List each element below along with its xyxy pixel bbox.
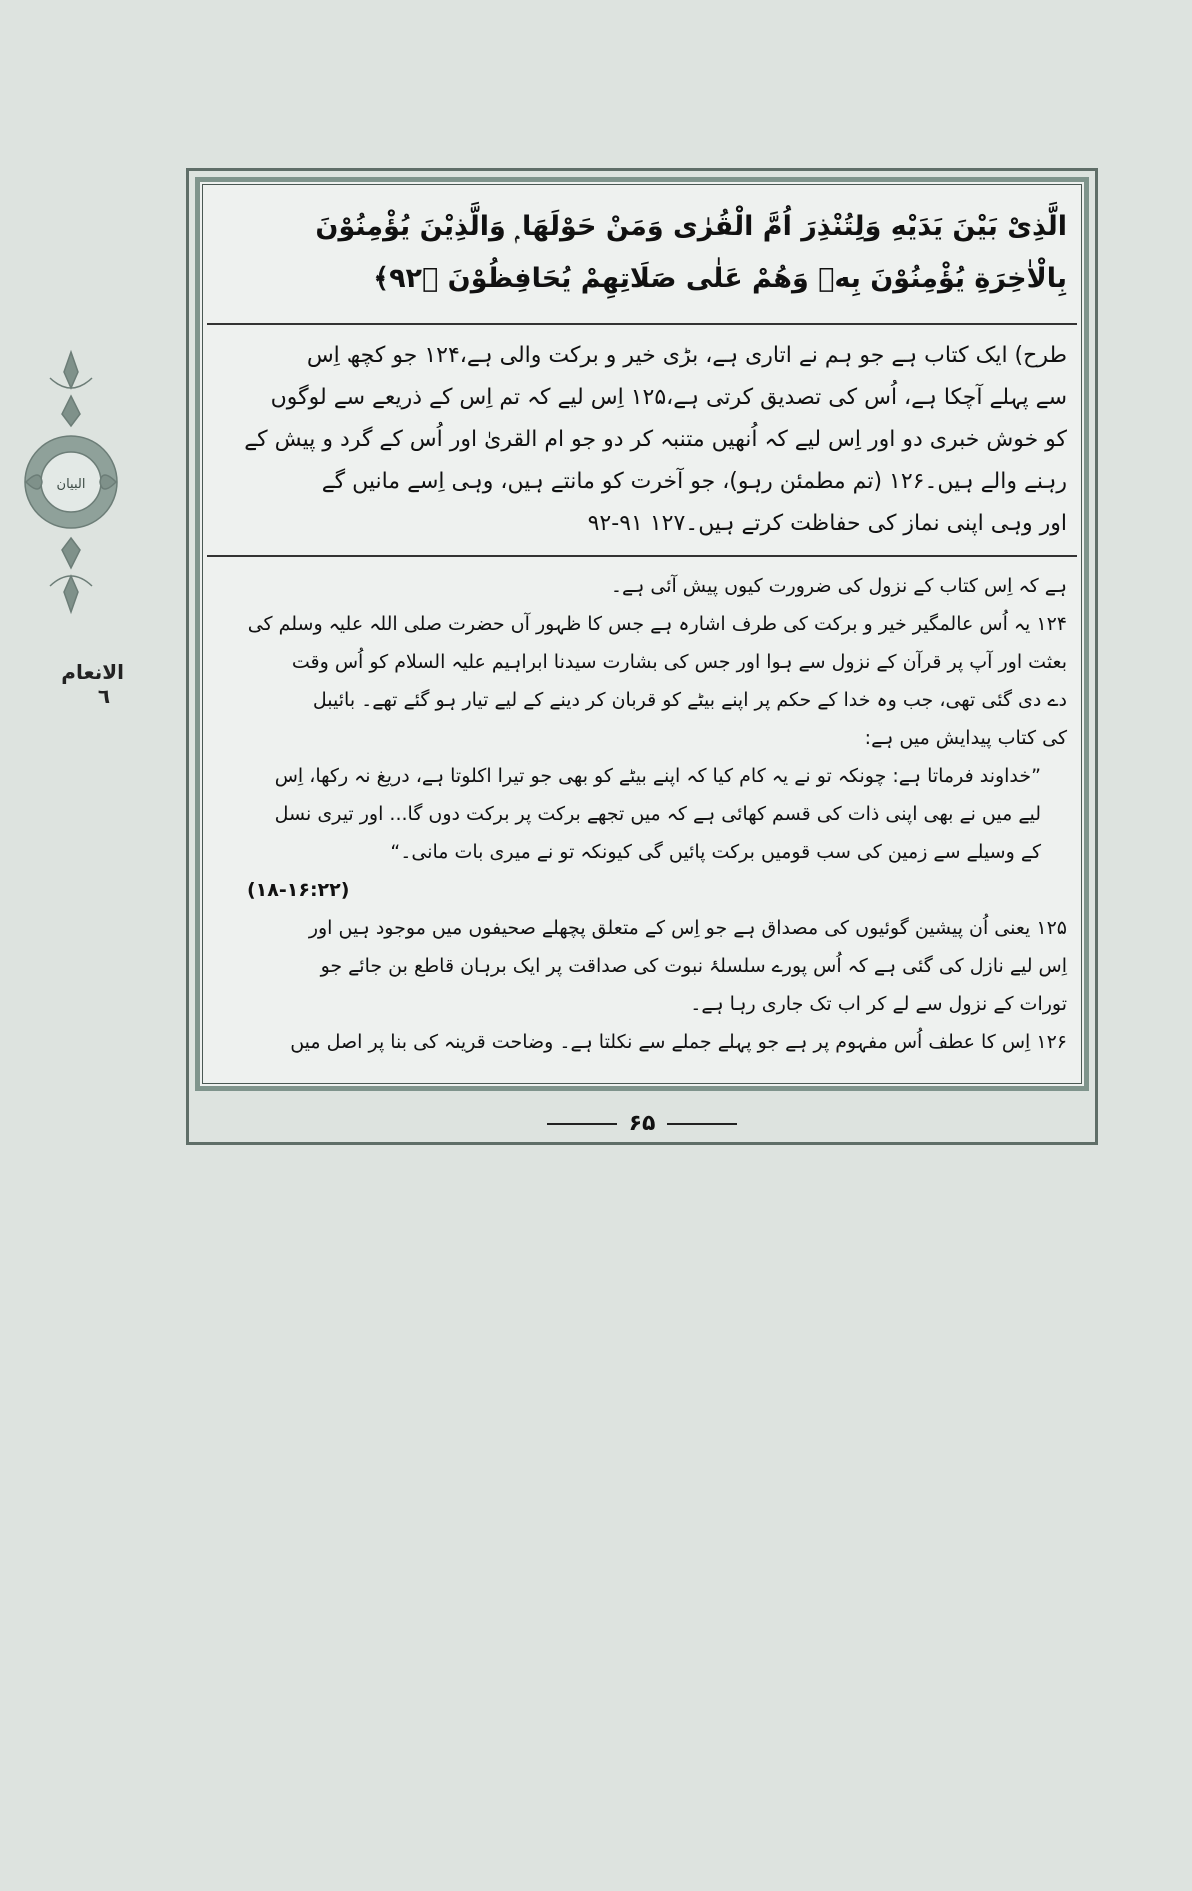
translation-line: رہنے والے ہیں۔۱۲۶ (تم مطمئن رہو)، جو آخرت کو مانتے ہیں، وہی اِسے مانیں گے xyxy=(321,469,1067,494)
page-frame-outer xyxy=(186,168,1098,1145)
footnote-line: اِس لیے نازل کی گئی ہے کہ اُس پورے سلسلۂ نبوت کی صداقت پر ایک برہان قاطع بن جائے جو xyxy=(320,955,1067,977)
surah-marker xyxy=(61,660,124,708)
page-number-rule xyxy=(547,1123,617,1125)
page-frame xyxy=(195,177,1089,1091)
translation-line: سے پہلے آچکا ہے، اُس کی تصدیق کرتی ہے،۱۲۵ اِس لیے کہ تم اِس کے ذریعے سے لوگوں xyxy=(270,385,1067,410)
divider xyxy=(207,555,1077,557)
footnote-line: کی کتاب پیدایش میں ہے: xyxy=(864,727,1067,749)
page-content xyxy=(202,184,1082,1084)
ayah-line: الَّذِیْ بَیْنَ یَدَیْهِ وَلِتُنْذِرَ اُمَّ الْقُرٰی وَمَنْ حَوْلَهَا ۭ وَالَّذِیْنَ یُؤْمِنُوْنَ xyxy=(315,211,1067,242)
page-number-rule xyxy=(667,1123,737,1125)
footnote-line: ۱۲۵ یعنی اُن پیشین گوئیوں کی مصداق ہے جو اِس کے متعلق پچھلے صحیفوں میں موجود ہیں اور xyxy=(308,917,1067,939)
surah-number: ٦ xyxy=(97,684,111,708)
footnote-line: ۱۲۴ یہ اُس عالمگیر خیر و برکت کی طرف اشارہ ہے جس کا ظہور آں حضرت صلی اللہ علیہ وسلم کی xyxy=(247,613,1067,635)
page-number-text: ۶۵ xyxy=(628,1111,656,1136)
bible-quote xyxy=(243,757,1041,871)
translation-line: اور وہی اپنی نماز کی حفاظت کرتے ہیں۔۱۲۷ ۹۱-۹۲ xyxy=(587,511,1067,536)
translation-line: طرح) ایک کتاب ہے جو ہم نے اتاری ہے، بڑی خیر و برکت والی ہے،۱۲۴ جو کچھ اِس xyxy=(306,343,1067,368)
quote-line: ”خداوند فرماتا ہے: چونکہ تو نے یہ کام کیا کہ اپنے بیٹے کو بھی جو تیرا اکلوتا ہے، دریغ نہ رکھا، اِس xyxy=(274,765,1041,787)
footnotes-block xyxy=(217,567,1067,1061)
translation-line: کو خوش خبری دو اور اِس لیے کہ اُنھیں متنبہ کر دو جو ام القریٰ اور اُس کے گرد و پیش کے xyxy=(244,427,1067,452)
ayah-block xyxy=(217,193,1067,313)
quote-line: کے وسیلے سے زمین کی سب قومیں برکت پائیں گی کیونکہ تو نے میری بات مانی۔“ xyxy=(390,841,1041,863)
footnote-line: دے دی گئی تھی، جب وہ خدا کے حکم پر اپنے بیٹے کو قربان کر دینے کے لیے تیار ہو گئے تھے۔ بائیبل xyxy=(312,689,1067,711)
bible-reference: (۱۸-۱۶:۲۲) xyxy=(247,879,350,901)
footnote-line: تورات کے نزول سے لے کر اب تک جاری رہا ہے۔ xyxy=(690,993,1067,1015)
page-number xyxy=(195,1111,1089,1136)
quote-line: لیے میں نے بھی اپنی ذات کی قسم کھائی ہے کہ میں تجھے برکت پر برکت دوں گا... اور تیری نسل xyxy=(274,803,1041,825)
ornament-title: البیان xyxy=(56,477,86,492)
footnote-line: ۱۲۶ اِس کا عطف اُس مفہوم پر ہے جو پہلے جملے سے نکلتا ہے۔ وضاحت قرینہ کی بنا پر اصل میں xyxy=(290,1031,1067,1053)
surah-name: الانعام xyxy=(61,660,124,684)
translation-block xyxy=(217,335,1067,545)
footnote-line: بعثت اور آپ پر قرآن کے نزول سے ہوا اور جس کی بشارت سیدنا ابراہیم علیہ السلام کو اُس وقت xyxy=(291,651,1067,673)
footnote-line: ہے کہ اِس کتاب کے نزول کی ضرورت کیوں پیش آئی ہے۔ xyxy=(610,575,1067,597)
divider xyxy=(207,323,1077,325)
ayah-line: بِالْاٰخِرَةِ یُؤْمِنُوْنَ بِهٖ وَهُمْ عَلٰی صَلَاتِهِمْ یُحَافِظُوْنَ ﴿۹۲﴾ xyxy=(373,263,1067,294)
medallion-ornament-icon xyxy=(20,348,122,616)
